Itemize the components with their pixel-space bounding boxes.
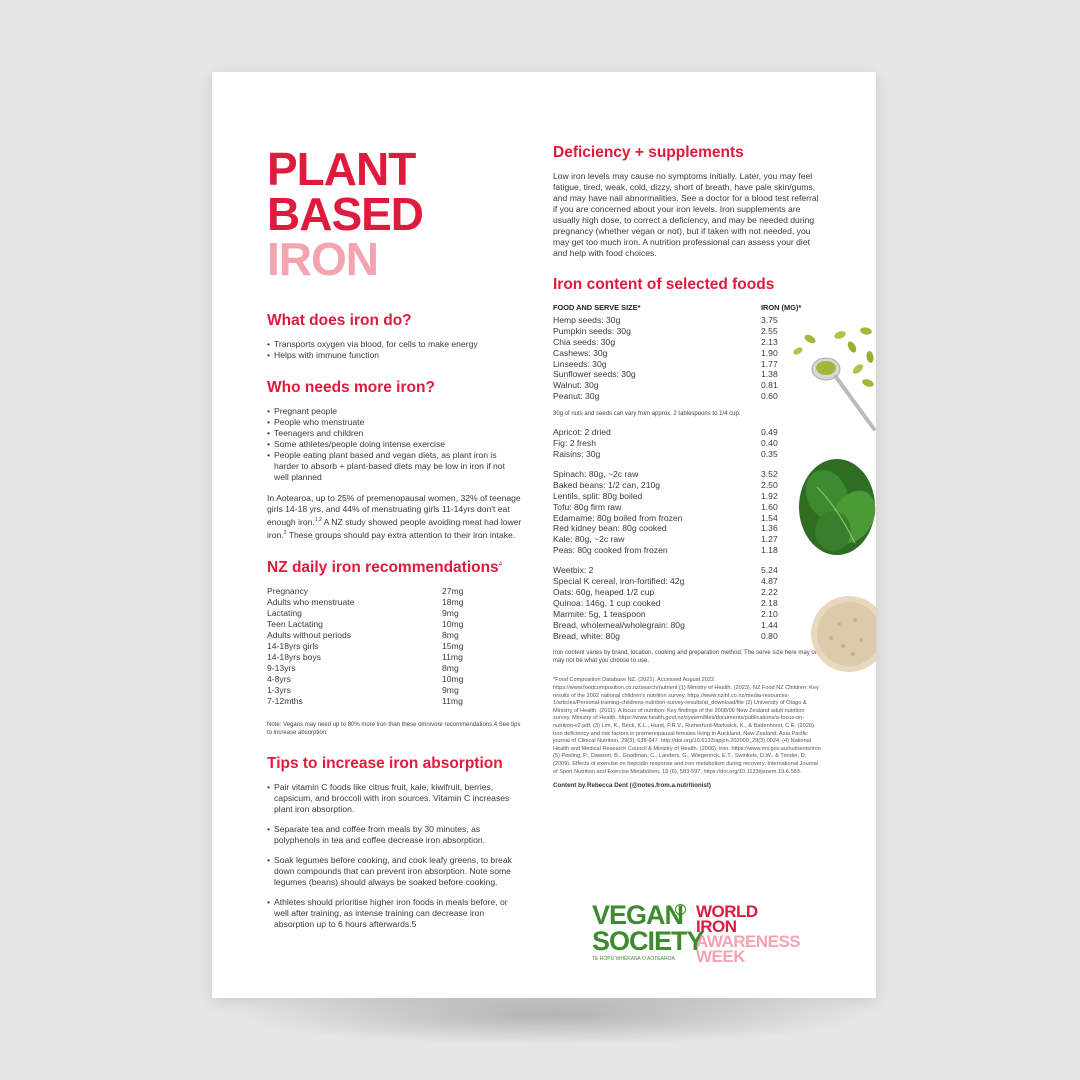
deficiency-heading: Deficiency + supplements [553, 144, 744, 161]
food-name: Baked beans: 1/2 can, 210g [553, 479, 661, 490]
tip-item: • Soak legumes before cooking, and cook leafy greens, to break down compounds that can prevent iron absorption. Note some legumes (beans) should always be soaked before cooking. [267, 855, 522, 888]
iron-value: 0.35 [761, 448, 778, 459]
food-group-note-row [553, 402, 815, 418]
iron-value: 2.22 [761, 586, 778, 597]
recommendation-label: 1-3yrs [267, 684, 291, 695]
iron-value: 1.18 [761, 545, 778, 556]
food-name: Walnut: 30g [553, 380, 599, 391]
what-section [267, 312, 522, 361]
pumpkin-seeds-spoon-image [782, 317, 876, 457]
who-section [267, 379, 522, 541]
ref-sup: 4 [498, 561, 503, 568]
recommendation-row [267, 630, 487, 641]
food-row [553, 315, 815, 326]
recommendation-label: Adults who menstruate [267, 596, 355, 607]
food-row [553, 598, 815, 609]
who-paragraph [267, 493, 522, 541]
references: *Food Composition Database NZ. (2021). Accessed August 2022. https://www.foodcomposition.co.nz/search/nutrient (1) Ministry of Health. (2023). NZ Food NZ Children: Key results of the 2002 national children's nutrition survey. https://www.nzihf.co.nz/media-resources-1/articles/Personal-training-childrens-nutrition-survey-results/at_download/file (2) University of Otago & Ministry of Health. (2011). A focus of nutrition: Key findings of the 2008/09 New Zealand adult nutrition survey. Ministry of Health. https://www.health.govt.nz/system/files/documents/publications/a-focus-on-nutrition-v2.pdf. (3) Lim, K., Beck, K.L., Hurst, P.R.V., Rutherfurd-Markwick, K., & Badenhorst, C.E. (2020). Iron deficiency and risk factors in premenopausal females living in Auckland, New Zealand. Asia Pacific journal of Clinical Nutrition, 29(3), 638-647. http://doi.org/10.6133/apjcn.202009_29(3).0024. (4) National Health and Medical Research Council & Ministry of Health. (2006). iron. https://www.nrv.gov.au/nutrients/iron (5) Peeling, P., Dawson, B., Goodman, C., Landers, G., Wiegerinck, E.T., Swinkels, D.W., & Trinder, D. (2009). Effects of exercise on hepcidin response and iron metabolism during recovery. International Journal of Sport Nutrition and Exercise Metabolism, 19 (6), 583-597. https://doi.org/10.1123/ijsnem.19.6.583. [553, 677, 821, 775]
spinach-image [797, 447, 876, 567]
world-iron-awareness-week-logo [696, 904, 800, 964]
who-para-c: These groups should pay extra attention to their iron intake. [286, 529, 516, 540]
who-list-item: • Pregnant people [267, 406, 522, 417]
recommendation-value: 15mg [442, 640, 464, 651]
title-line-2: BASED [267, 188, 424, 240]
deficiency-text: Low iron levels may cause no symptoms initially. Later, you may feel fatigue, tired, weak, cold, dizzy, short of breath, have pale skin/gums, and may have nail abnormalities. See a doctor for a blood test referral if you are concerned about your iron levels. Iron supplements are usually high dose, to correct a deficiency, and may be needed during pregnancy (whether vegan or not), but if taken with not needed, you may get too much iron. A nutrition professional can assess your diet and help with food choices. [553, 171, 819, 258]
food-row [553, 576, 815, 587]
iron-value: 3.52 [761, 468, 778, 479]
food-row [553, 359, 815, 370]
recommendation-label: Adults without periods [267, 629, 352, 640]
food-name: Bread, wholemeal/wholegrain: 80g [553, 619, 685, 630]
who-list [267, 406, 522, 483]
recommendation-value: 10mg [442, 618, 464, 629]
food-row [553, 631, 815, 642]
iron-value: 1.92 [761, 490, 778, 501]
who-list-item: • People who menstruate [267, 417, 522, 428]
food-row [553, 523, 815, 534]
recommendation-label: 14-18yrs girls [267, 640, 319, 651]
food-row [553, 502, 815, 513]
iron-value: 2.55 [761, 325, 778, 336]
food-row [553, 545, 815, 556]
recommendations-table [267, 586, 487, 707]
food-row [553, 565, 815, 576]
iron-content-table [553, 303, 815, 641]
tip-item: • Pair vitamin C foods like citrus fruit, kale, kiwifruit, berries, capsicum, and broccoli with iron sources. Vitamin C increases plant iron absorption. [267, 782, 522, 815]
iron-value: 1.44 [761, 619, 778, 630]
what-heading: What does iron do? [267, 312, 412, 329]
tip-item: • Separate tea and coffee from meals by 30 minutes, as polyphenols in tea and coffee decrease iron absorption. [267, 824, 522, 846]
rec-note: Note: Vegans may need up to 80% more iron than these omnivore recommendations.4 See tips to increase absorption. [267, 721, 521, 736]
spinach-leaf-icon [798, 459, 876, 555]
food-name: Raisins: 30g [553, 448, 601, 459]
recommendation-row [267, 586, 487, 597]
recommendation-value: 18mg [442, 596, 464, 607]
iron-value: 1.54 [761, 512, 778, 523]
food-name: Tofu: 80g firm raw [553, 501, 622, 512]
left-column [267, 143, 522, 939]
rec-section [267, 559, 522, 737]
wiaw-line-1: WORLD [696, 902, 758, 921]
oats-image [809, 584, 876, 684]
recommendation-row [267, 674, 487, 685]
recommendation-row [267, 608, 487, 619]
recommendation-label: Teen Lactating [267, 618, 323, 629]
food-row [553, 469, 815, 480]
pumpkin-seed-icon [792, 327, 875, 389]
tips-section [267, 755, 522, 930]
food-row [553, 427, 815, 438]
recommendation-label: Pregnancy [267, 585, 309, 596]
food-name: Peas: 80g cooked from frozen [553, 545, 668, 556]
recommendation-value: 9mg [442, 684, 459, 695]
rec-heading-text: NZ daily iron recommendations [267, 558, 499, 576]
food-name: Edamame: 80g boiled from frozen [553, 512, 683, 523]
food-name: Marmite: 5g, 1 teaspoon [553, 608, 646, 619]
group-spacer [553, 556, 815, 565]
col-food-header: FOOD AND SERVE SIZE* [553, 303, 641, 312]
tips-list [267, 782, 522, 930]
food-row [553, 326, 815, 337]
who-list-item: • Teenagers and children [267, 428, 522, 439]
food-name: Cashews: 30g [553, 347, 608, 358]
iron-value: 2.50 [761, 479, 778, 490]
iron-value: 2.18 [761, 597, 778, 608]
logo-circle-icon [675, 904, 686, 915]
title-line-1: PLANT [267, 143, 416, 195]
iron-value: 1.27 [761, 534, 778, 545]
tips-heading: Tips to increase iron absorption [267, 754, 503, 772]
food-name: Weetbix: 2 [553, 565, 594, 576]
ref-sup: 3 [283, 529, 287, 536]
recommendation-value: 9mg [442, 607, 459, 618]
iron-value: 4.87 [761, 576, 778, 587]
vegan-logo-line-1: VEGAN [592, 900, 684, 930]
food-row [553, 369, 815, 380]
iron-value: 1.77 [761, 358, 778, 369]
food-name: Bread, white: 80g [553, 630, 620, 641]
food-row [553, 534, 815, 545]
recommendation-value: 11mg [442, 651, 463, 662]
recommendation-label: 7-12mths [267, 695, 303, 706]
food-name: Special K cereal, iron-fortified: 42g [553, 576, 685, 587]
iron-value: 1.38 [761, 369, 778, 380]
nuts-seeds-note: 30g of nuts and seeds can vary from approx. 2 tablespoons to 1/4 cup. [553, 411, 741, 418]
vegan-logo-tagline: TE RŌPŪ WHĒKANA O AOTEAROA [592, 956, 675, 962]
iron-value: 1.90 [761, 347, 778, 358]
recommendation-label: Lactating [267, 607, 302, 618]
what-list [267, 339, 522, 361]
recommendation-value: 8mg [442, 662, 459, 673]
who-para-a: In Aotearoa, up to 25% of premenopausal women, 32% of teenage girls 14-18 yrs, and 44% of menstruating girls 11-14yrs don't eat enough iron. [267, 493, 521, 527]
iron-value: 2.13 [761, 336, 778, 347]
food-row [553, 491, 815, 502]
food-table-header [553, 303, 815, 315]
title-line-3: IRON [267, 233, 378, 285]
group-spacer [553, 418, 815, 427]
recommendation-row [267, 597, 487, 608]
food-row [553, 620, 815, 631]
food-name: Apricot: 2 dried [553, 427, 611, 438]
recommendation-row [267, 619, 487, 630]
food-name: Red kidney bean: 80g cooked [553, 523, 667, 534]
wiaw-line-2: IRON [696, 917, 737, 936]
content-footnote: Iron content varies by brand, location, cooking and preparation method. The serve size here may or may not be what you choose to use. [553, 650, 817, 665]
food-row [553, 587, 815, 598]
iron-value: 0.60 [761, 391, 778, 402]
right-column [553, 144, 823, 789]
food-row [553, 337, 815, 348]
food-name: Hemp seeds: 30g [553, 314, 621, 325]
page-title [267, 143, 522, 285]
recommendation-row [267, 652, 487, 663]
food-row [553, 380, 815, 391]
food-name: Lentils, split: 80g boiled [553, 490, 643, 501]
food-row [553, 480, 815, 491]
recommendation-label: 4-8yrs [267, 673, 291, 684]
tip-item: • Athletes should prioritise higher iron foods in meals before, or well after training, as intense training can decrease iron absorption up to 6 hours afterwards.5 [267, 897, 522, 930]
iron-value: 2.10 [761, 608, 778, 619]
iron-value: 5.24 [761, 565, 778, 576]
who-heading: Who needs more iron? [267, 379, 435, 396]
iron-value: 0.40 [761, 438, 778, 449]
iron-value: 0.81 [761, 380, 778, 391]
food-row [553, 391, 815, 402]
who-list-item: • People eating plant based and vegan diets, as plant iron is harder to absorb + plant-based diets may be low in iron if not well planned [267, 450, 522, 483]
food-row [553, 609, 815, 620]
iron-value: 3.75 [761, 314, 778, 325]
what-list-item: • Transports oxygen via blood, for cells to make energy [267, 339, 522, 350]
recommendation-label: 14-18yrs boys [267, 651, 321, 662]
food-row [553, 438, 815, 449]
food-name: Oats: 60g, heaped 1/2 cup [553, 586, 655, 597]
food-name: Quinoa: 146g, 1 cup cooked [553, 597, 661, 608]
food-name: Pumpkin seeds: 30g [553, 325, 631, 336]
recommendation-value: 27mg [442, 585, 464, 596]
recommendation-row [267, 685, 487, 696]
who-para-b: A NZ study showed people avoiding meat had lower iron. [267, 516, 522, 540]
recommendation-row [267, 696, 487, 707]
food-row [553, 513, 815, 524]
recommendation-label: 9-13yrs [267, 662, 296, 673]
food-row [553, 348, 815, 359]
food-name: Fig: 2 fresh [553, 438, 596, 449]
what-list-item: • Helps with immune function [267, 350, 522, 361]
recommendation-value: 11mg [442, 695, 463, 706]
food-name: Linseeds: 30g [553, 358, 607, 369]
ref-sup: 1,2 [314, 517, 322, 523]
rec-heading [267, 559, 522, 577]
wiaw-line-3: AWARENESS [696, 932, 801, 951]
recommendation-row [267, 663, 487, 674]
food-name: Sunflower seeds: 30g [553, 369, 636, 380]
col-iron-header: IRON (MG)* [761, 303, 802, 312]
iron-value: 0.80 [761, 630, 778, 641]
recommendation-value: 8mg [442, 629, 459, 640]
who-list-item: • Some athletes/people doing intense exercise [267, 439, 522, 450]
food-name: Spinach: 80g, ~2c raw [553, 468, 639, 479]
credit: Content by Rebecca Dent (@notes.from.a.nutritionist) [553, 782, 711, 790]
iron-value: 1.36 [761, 523, 778, 534]
recommendation-value: 10mg [442, 673, 464, 684]
group-spacer [553, 460, 815, 469]
food-row [553, 449, 815, 460]
iron-value: 0.49 [761, 427, 778, 438]
vegan-logo-line-2: SOCIETY [592, 926, 704, 956]
wiaw-line-4: WEEK [696, 947, 745, 966]
iron-value: 1.60 [761, 501, 778, 512]
recommendation-row [267, 641, 487, 652]
food-name: Peanut: 30g [553, 391, 600, 402]
flyer-page [212, 72, 876, 998]
food-name: Chia seeds: 30g [553, 336, 616, 347]
content-heading: Iron content of selected foods [553, 276, 775, 293]
food-name: Kale: 80g, ~2c raw [553, 534, 625, 545]
vegan-society-logo [592, 900, 704, 968]
